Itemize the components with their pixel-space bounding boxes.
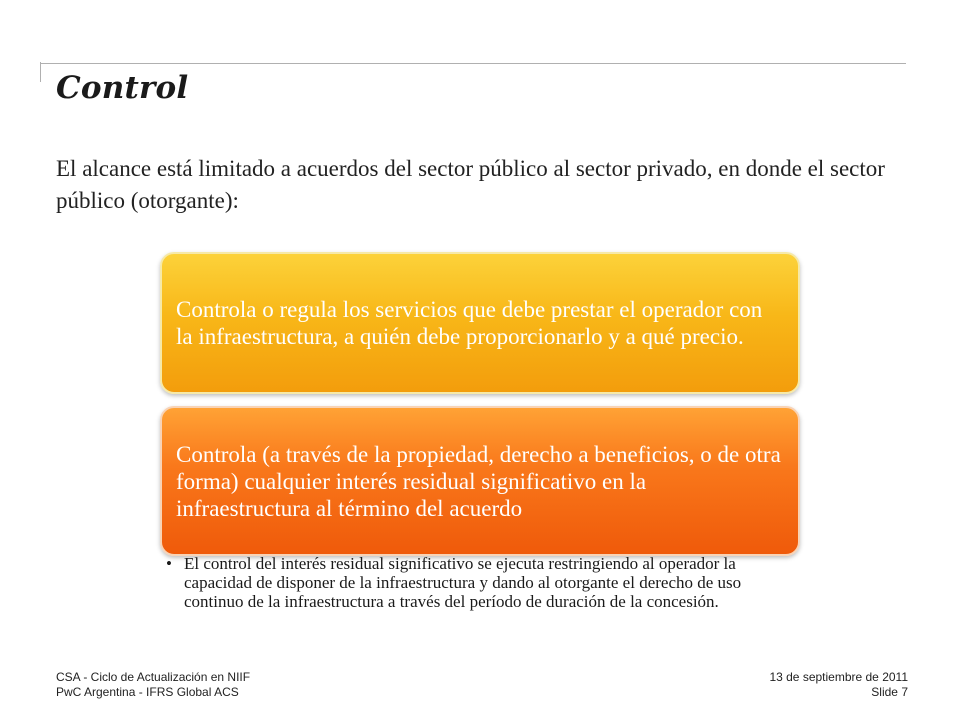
control-box-services	[160, 252, 800, 394]
footer-organization: PwC Argentina - IFRS Global ACS	[56, 685, 239, 699]
control-box-residual-interest	[160, 406, 800, 556]
bullet-item	[166, 554, 766, 611]
bullet-text: El control del interés residual significativo se ejecuta restringiendo al operador la capacidad de disponer de la infraestructura y dando al otorgante el derecho de uso continuo de la infraestructura a través del período de duración de la concesión.	[184, 554, 742, 611]
title-rule-vertical	[40, 62, 41, 82]
footer-course: CSA - Ciclo de Actualización en NIIF	[56, 670, 251, 684]
bullet-marker: •	[166, 554, 172, 573]
control-box-services-text: Controla o regula los servicios que debe prestar el operador con la infraestructura, a quién debe proporcionarlo y a qué precio.	[176, 297, 763, 349]
footer-date: 13 de septiembre de 2011	[769, 670, 908, 684]
footer-slide-number: Slide 7	[871, 685, 908, 699]
intro-paragraph: El alcance está limitado a acuerdos del sector público al sector privado, en donde el sector público (otorgante):	[56, 156, 885, 213]
control-box-residual-interest-text: Controla (a través de la propiedad, derecho a beneficios, o de otra forma) cualquier interés residual significativo en la infraestructura al término del acuerdo	[176, 441, 781, 521]
title-rule-horizontal	[40, 63, 906, 64]
slide-title: Control	[56, 70, 189, 106]
